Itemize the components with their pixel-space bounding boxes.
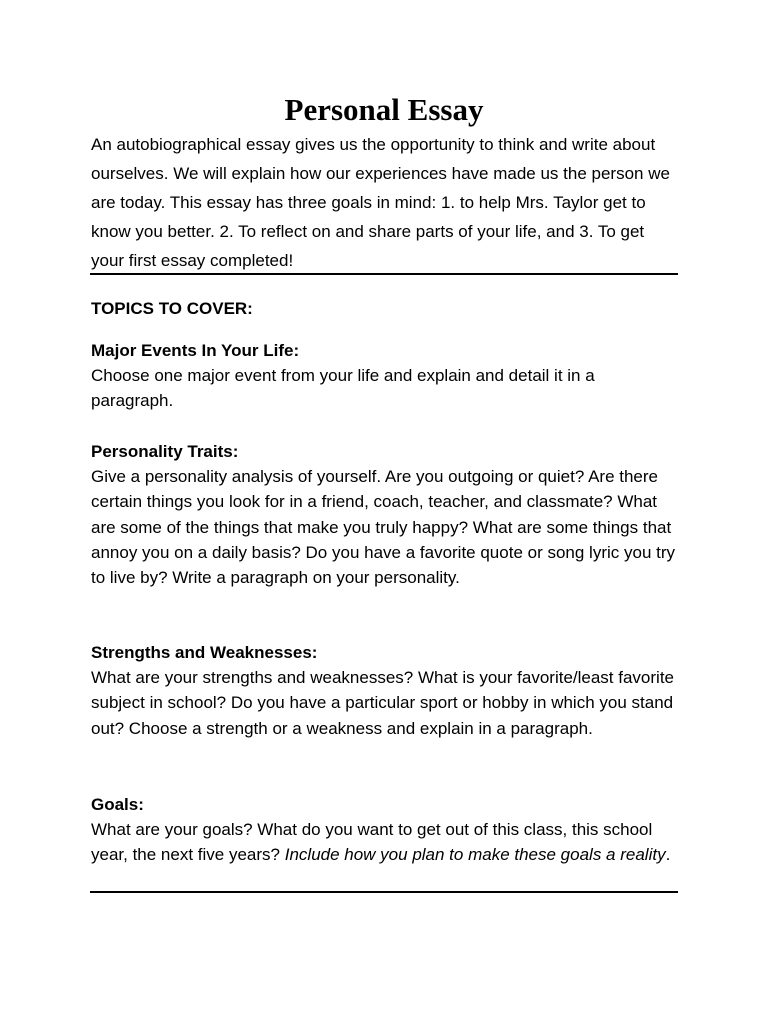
section-heading: Goals: <box>91 795 144 814</box>
section-strengths-weaknesses <box>91 640 678 741</box>
section-heading: Personality Traits: <box>91 442 239 461</box>
section-heading: Strengths and Weaknesses: <box>91 643 318 662</box>
section-personality-traits <box>91 439 678 590</box>
topics-heading: TOPICS TO COVER: <box>91 299 253 318</box>
section-body-container <box>91 817 678 867</box>
section-major-events <box>91 338 678 414</box>
section-body: Give a personality analysis of yourself. Are you outgoing or quiet? Are there certain things you look for in a friend, coach, teacher, and classmate? What are some of the things that make you truly happy? What are some things that annoy you on a daily basis? Do you have a favorite quote or song lyric you try to live by? Write a paragraph on your personality. <box>91 467 676 588</box>
divider-top <box>90 273 678 275</box>
intro-paragraph: An autobiographical essay gives us the opportunity to think and write about ourselves. We will explain how our experiences have made us the person we are today. This essay has three goals in mind: 1. to help Mrs. Taylor get to know you better. 2. To reflect on and share parts of your life, and 3. To get your first essay completed! <box>91 135 670 270</box>
document-title: Personal Essay <box>284 92 484 127</box>
section-body-italic: Include how you plan to make these goals a reality <box>284 845 666 865</box>
section-goals <box>91 792 678 868</box>
section-body-end: . <box>665 845 671 865</box>
section-body: Choose one major event from your life and explain and detail it in a paragraph. <box>91 366 595 411</box>
section-body: What are your goals? What do you want to get out of this class, this school year, the next five years? <box>91 820 653 865</box>
section-body: What are your strengths and weaknesses? What is your favorite/least favorite subject in school? Do you have a particular sport or hobby in which you stand out? Choose a strength or a weakness and explain in a paragraph. <box>91 668 674 738</box>
divider-bottom <box>90 891 678 893</box>
section-heading: Major Events In Your Life: <box>91 341 300 360</box>
